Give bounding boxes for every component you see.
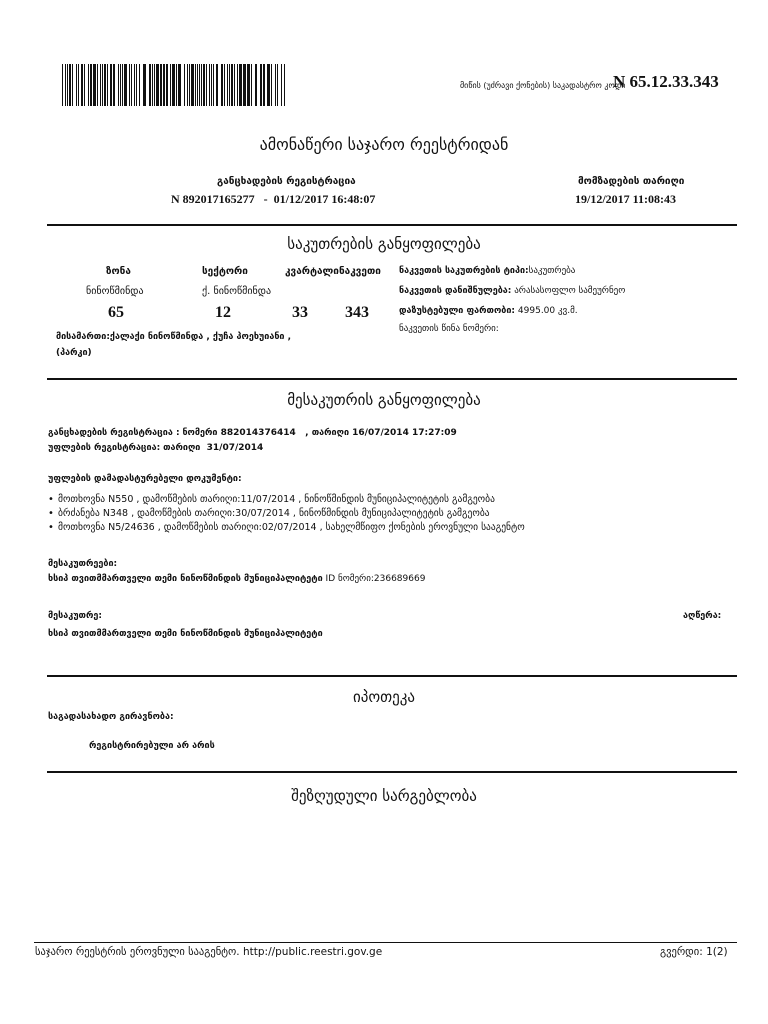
ownership-type-label: ნაკვეთის საკუთრების ტიპი:	[399, 266, 529, 276]
list-item: • მოთხოვნა N550 , დამოწმების თარიღი:11/07/2014 , ნინოწმინდის მუნიციპალიტეტის გამგეობა	[48, 493, 525, 507]
sector-header: სექტორი	[202, 266, 248, 277]
right-registration-value: თარიღი 31/07/2014	[163, 443, 264, 453]
address-value: ქალაქი ნინოწმინდა , ქუჩა პოეხუიანი ,	[109, 332, 292, 342]
cadastral-code-label: მიწის (უძრავი ქონების) საკადასტრო კოდი	[460, 81, 626, 90]
property-section-title: საკუთრების განყოფილება	[287, 235, 481, 253]
area	[399, 306, 578, 316]
owners-label: მესაკუთრეები:	[48, 559, 118, 569]
page-number: გვერდი: 1(2)	[660, 946, 728, 958]
list-item: • ბრძანება N348 , დამოწმების თარიღი:30/07/2014 , ნინოწმინდის მუნიციპალიტეტის გამგეობა	[48, 507, 525, 521]
documents-list	[48, 493, 525, 535]
tax-lien-label: საგადასახადო გირავნობა:	[48, 712, 174, 722]
purpose-value: არასასოფლო სამეურნეო	[514, 286, 626, 296]
quarter-number: 33	[292, 304, 308, 321]
mortgage-status: რეგისტრირებული არ არის	[89, 741, 215, 751]
ownership-type-value: საკუთრება	[528, 266, 576, 276]
area-label: დაზუსტებული ფართობი:	[399, 306, 516, 316]
zone-name: ნინოწმინდა	[86, 286, 144, 297]
divider	[47, 771, 737, 773]
right-registration-label: უფლების რეგისტრაცია:	[48, 443, 161, 453]
address-line-2: (პარკი)	[56, 348, 92, 358]
footer-rule	[34, 942, 737, 943]
divider	[47, 224, 737, 226]
page-title: ამონაწერი საჯარო რეესტრიდან	[259, 135, 509, 154]
barcode	[62, 64, 286, 106]
zone-header: ზონა	[106, 266, 131, 277]
application-label: განცხადების რეგისტრაცია	[217, 176, 356, 187]
cadastral-code: N 65.12.33.343	[613, 72, 719, 91]
owners-id: ID ნომერი:236689669	[325, 574, 426, 584]
restricted-use-section-title: შეზღუდული სარგებლობა	[291, 787, 477, 805]
owners-name: ხსიპ თვითმმართველი თემი ნინოწმინდის მუნიციპალიტეტი	[48, 574, 323, 584]
footer-source: საჯარო რეესტრის ეროვნული სააგენტო. http://public.reestri.gov.ge	[35, 946, 383, 958]
owner-section-title: მესაკუთრის განყოფილება	[287, 391, 481, 409]
sector-number: 12	[215, 304, 231, 321]
land-purpose	[399, 286, 625, 296]
address-line-1	[56, 332, 291, 342]
owner-label: მესაკუთრე:	[48, 611, 102, 621]
prepared-label: მომზადების თარიღი	[578, 176, 685, 187]
owner-registration	[48, 428, 457, 438]
description-label: აღწერა:	[683, 611, 722, 621]
ownership-type	[399, 266, 575, 276]
divider	[47, 675, 737, 677]
documents-label: უფლების დამადასტურებელი დოკუმენტი:	[48, 474, 242, 484]
owners-entry	[48, 574, 425, 584]
purpose-label: ნაკვეთის დანიშნულება:	[399, 286, 512, 296]
quarter-header: კვარტალი	[285, 266, 339, 277]
zone-number: 65	[108, 304, 124, 321]
owner-registration-value: ნომერი 882014376414 , თარიღი 16/07/2014 17:27:09	[182, 428, 457, 438]
right-registration	[48, 443, 263, 453]
parcel-number: 343	[345, 304, 369, 321]
divider	[47, 378, 737, 380]
owner-registration-label: განცხადების რეგისტრაცია :	[48, 428, 180, 438]
address-label: მისამართი:	[56, 332, 110, 342]
application-value: N 892017165277 - 01/12/2017 16:48:07	[171, 192, 376, 206]
parcel-header: ნაკვეთი	[339, 266, 381, 277]
mortgage-section-title: იპოთეკა	[352, 688, 416, 706]
area-value: 4995.00 კვ.მ.	[517, 306, 578, 316]
previous-parcel-number: ნაკვეთის წინა ნომერი:	[399, 324, 499, 334]
prepared-value: 19/12/2017 11:08:43	[575, 192, 676, 206]
sector-name: ქ. ნინოწმინდა	[202, 286, 272, 297]
owner-name: ხსიპ თვითმმართველი თემი ნინოწმინდის მუნიციპალიტეტი	[48, 629, 323, 639]
list-item: • მოთხოვნა N5/24636 , დამოწმების თარიღი:02/07/2014 , სახელმწიფო ქონების ეროვნული სააგენტო	[48, 521, 525, 535]
